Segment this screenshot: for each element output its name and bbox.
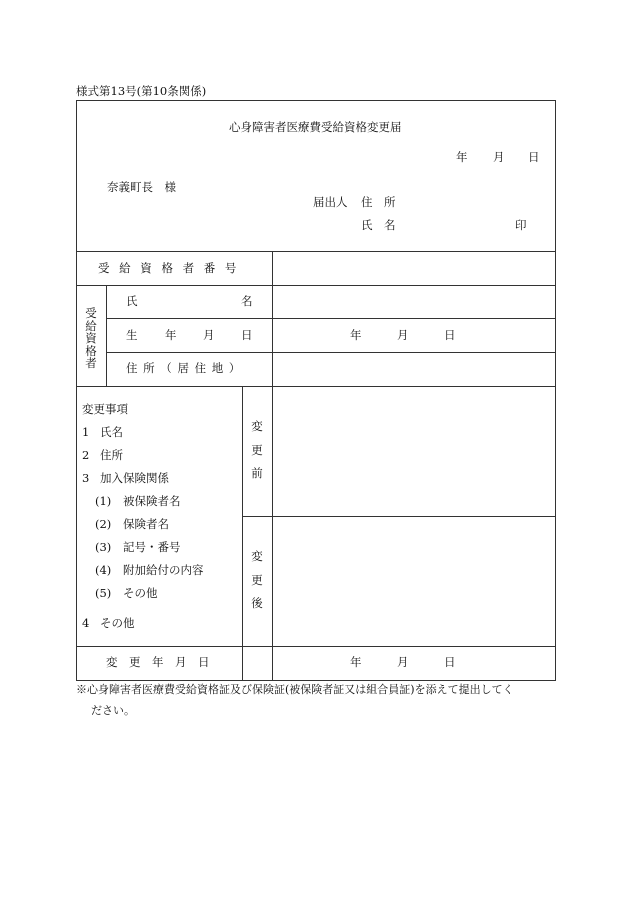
before-change-label: [250, 421, 264, 480]
change-subitem-text: 附加給付の内容: [123, 563, 204, 577]
name-label-left: 氏: [126, 294, 138, 308]
table-divider: [76, 386, 556, 387]
change-subitem-number: (3): [95, 540, 112, 554]
change-subitem-text: 保険者名: [123, 517, 169, 531]
change-date-day: 日: [444, 655, 456, 669]
change-subitem-text: その他: [123, 586, 158, 600]
birth-label-char: 月: [203, 328, 215, 342]
table-divider: [106, 285, 107, 386]
table-divider: [272, 386, 273, 680]
change-item-number: 4: [82, 616, 90, 630]
table-divider: [76, 285, 556, 286]
change-subitem-text: 被保険者名: [123, 494, 181, 508]
change-item-text: 住所: [100, 448, 123, 462]
certificate-number-label: 受 給 資 格 者 番 号: [98, 261, 240, 275]
birth-label-char: 年: [165, 328, 177, 342]
applicant-name-label: 氏 名: [361, 218, 396, 232]
residence-label: 住 所 （ 居 住 地 ）: [126, 361, 242, 375]
form-title: 心身障害者医療費受給資格変更届: [229, 120, 402, 134]
birth-label-char: 日: [241, 328, 253, 342]
change-date-label: 変 更 年 月 日: [106, 655, 210, 669]
birth-label-char: 生: [126, 328, 138, 342]
change-subitem-number: (2): [95, 517, 112, 531]
birth-day-label: 日: [444, 328, 456, 342]
applicant-label: 届出人: [313, 195, 348, 209]
after-change-char: 後: [251, 596, 263, 610]
before-change-char: 更: [251, 442, 263, 457]
table-divider: [106, 318, 556, 319]
before-change-char: 変: [251, 419, 263, 433]
footnote-continued: ださい。: [91, 704, 135, 717]
birth-month-label: 月: [397, 328, 409, 342]
before-change-char: 前: [251, 466, 263, 480]
eligible-person-char: 給: [85, 318, 97, 333]
addressee: 奈義町長 様: [107, 180, 176, 194]
change-item-number: 3: [82, 471, 90, 485]
change-subitem-number: (5): [95, 586, 112, 600]
table-divider: [106, 352, 556, 353]
footnote: ※心身障害者医療費受給資格証及び保険証(被保険者証又は組合員証)を添えて提出してく: [76, 683, 514, 696]
eligible-person-label: [84, 308, 98, 370]
table-border-left: [76, 100, 77, 681]
table-divider: [76, 646, 556, 647]
change-date-month: 月: [397, 655, 409, 669]
table-border-right: [555, 100, 556, 681]
table-divider: [272, 251, 273, 386]
after-change-char: 変: [251, 549, 263, 563]
form-number: 様式第13号(第10条関係): [76, 84, 207, 98]
after-change-label: [250, 551, 264, 610]
change-subitem-number: (4): [95, 563, 112, 577]
table-divider: [76, 251, 556, 252]
birth-year-label: 年: [350, 328, 362, 342]
date-year-label: 年: [456, 150, 468, 164]
change-item-text: 加入保険関係: [100, 471, 169, 485]
change-item-number: 2: [82, 448, 90, 462]
date-day-label: 日: [528, 150, 540, 164]
change-subitem-number: (1): [95, 494, 112, 508]
table-divider: [242, 516, 556, 517]
change-item-text: 氏名: [100, 425, 123, 439]
date-month-label: 月: [493, 150, 505, 164]
change-subitem-text: 記号・番号: [123, 540, 181, 554]
name-label-right: 名: [241, 294, 253, 308]
eligible-person-char: 格: [85, 343, 97, 358]
change-item-number: 1: [82, 425, 90, 439]
eligible-person-char: 者: [85, 356, 97, 370]
table-divider: [242, 386, 243, 680]
eligible-person-char: 資: [85, 331, 97, 345]
eligible-person-char: 受: [85, 306, 97, 320]
applicant-address-label: 住 所: [361, 195, 396, 209]
after-change-char: 更: [251, 572, 263, 587]
change-items-heading: 変更事項: [82, 402, 128, 416]
table-border-top: [76, 100, 556, 101]
change-item-text: その他: [100, 616, 135, 630]
change-date-year: 年: [350, 655, 362, 669]
seal-mark: 印: [515, 218, 527, 232]
table-border-bottom: [76, 680, 556, 681]
